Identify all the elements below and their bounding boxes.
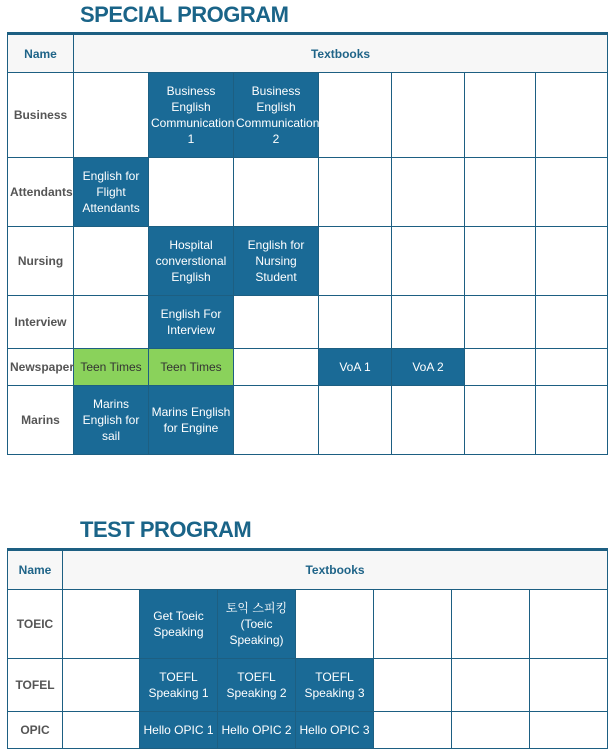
empty-cell xyxy=(392,386,465,455)
header-name: Name xyxy=(8,550,63,590)
textbook-cell[interactable]: Business English Communication 1 xyxy=(149,73,234,158)
empty-cell xyxy=(392,158,465,227)
empty-cell xyxy=(234,158,319,227)
header-textbooks: Textbooks xyxy=(63,550,608,590)
textbook-cell[interactable]: English for Flight Attendants xyxy=(74,158,149,227)
empty-cell xyxy=(319,296,392,349)
textbook-cell[interactable]: Teen Times xyxy=(74,349,149,386)
empty-cell xyxy=(536,73,608,158)
empty-cell xyxy=(465,227,536,296)
row-name: Marins xyxy=(8,386,74,455)
textbook-cell[interactable]: TOEFL Speaking 2 xyxy=(218,659,296,712)
empty-cell xyxy=(452,659,530,712)
table-row xyxy=(8,590,608,659)
empty-cell xyxy=(319,73,392,158)
empty-cell xyxy=(536,386,608,455)
empty-cell xyxy=(234,296,319,349)
table-row xyxy=(8,296,608,349)
empty-cell xyxy=(319,158,392,227)
textbook-cell[interactable]: Hello OPIC 1 xyxy=(140,712,218,749)
empty-cell xyxy=(465,73,536,158)
header-textbooks: Textbooks xyxy=(74,34,608,73)
empty-cell xyxy=(74,296,149,349)
empty-cell xyxy=(74,73,149,158)
row-name: OPIC xyxy=(8,712,63,749)
textbook-cell[interactable]: English for Nursing Student xyxy=(234,227,319,296)
textbook-cell[interactable]: English For Interview xyxy=(149,296,234,349)
empty-cell xyxy=(392,296,465,349)
special-program-title: SPECIAL PROGRAM xyxy=(80,2,289,27)
empty-cell xyxy=(149,158,234,227)
empty-cell xyxy=(536,227,608,296)
empty-cell xyxy=(319,227,392,296)
row-name: TOFEL xyxy=(8,659,63,712)
textbook-cell[interactable]: Marins English for Engine xyxy=(149,386,234,455)
empty-cell xyxy=(63,712,140,749)
empty-cell xyxy=(374,659,452,712)
empty-cell xyxy=(452,712,530,749)
table-header-row xyxy=(8,34,608,73)
empty-cell xyxy=(530,659,608,712)
empty-cell xyxy=(452,590,530,659)
table-row xyxy=(8,349,608,386)
empty-cell xyxy=(63,659,140,712)
textbook-cell[interactable]: Hospital converstional English xyxy=(149,227,234,296)
empty-cell xyxy=(374,590,452,659)
empty-cell xyxy=(465,158,536,227)
empty-cell xyxy=(465,349,536,386)
empty-cell xyxy=(63,590,140,659)
row-name: TOEIC xyxy=(8,590,63,659)
empty-cell xyxy=(465,296,536,349)
empty-cell xyxy=(296,590,374,659)
table-row xyxy=(8,386,608,455)
empty-cell xyxy=(234,349,319,386)
textbook-cell[interactable]: TOEFL Speaking 1 xyxy=(140,659,218,712)
textbook-cell[interactable]: Hello OPIC 3 xyxy=(296,712,374,749)
textbook-cell[interactable]: Hello OPIC 2 xyxy=(218,712,296,749)
textbook-cell[interactable]: Business English Communication 2 xyxy=(234,73,319,158)
textbook-cell[interactable]: Marins English for sail xyxy=(74,386,149,455)
empty-cell xyxy=(465,386,536,455)
header-name: Name xyxy=(8,34,74,73)
empty-cell xyxy=(374,712,452,749)
empty-cell xyxy=(530,590,608,659)
table-row xyxy=(8,73,608,158)
row-name: Nursing xyxy=(8,227,74,296)
empty-cell xyxy=(74,227,149,296)
row-name: Interview xyxy=(8,296,74,349)
table-row xyxy=(8,712,608,749)
textbook-cell[interactable]: VoA 1 xyxy=(319,349,392,386)
row-name: Business xyxy=(8,73,74,158)
empty-cell xyxy=(536,158,608,227)
textbook-cell[interactable]: 토익 스피킹 (Toeic Speaking) xyxy=(218,590,296,659)
empty-cell xyxy=(536,349,608,386)
empty-cell xyxy=(530,712,608,749)
empty-cell xyxy=(392,227,465,296)
row-name: Attendants xyxy=(8,158,74,227)
textbook-cell[interactable]: Get Toeic Speaking xyxy=(140,590,218,659)
textbook-cell[interactable]: TOEFL Speaking 3 xyxy=(296,659,374,712)
empty-cell xyxy=(536,296,608,349)
table-row xyxy=(8,158,608,227)
textbook-cell[interactable]: VoA 2 xyxy=(392,349,465,386)
empty-cell xyxy=(234,386,319,455)
empty-cell xyxy=(319,386,392,455)
table-row xyxy=(8,227,608,296)
textbook-cell[interactable]: Teen Times xyxy=(149,349,234,386)
empty-cell xyxy=(392,73,465,158)
test-program-title: TEST PROGRAM xyxy=(80,517,252,542)
test-program-table xyxy=(7,548,608,749)
table-row xyxy=(8,659,608,712)
row-name: Newspaper xyxy=(8,349,74,386)
special-program-table xyxy=(7,32,608,455)
table-header-row xyxy=(8,550,608,590)
